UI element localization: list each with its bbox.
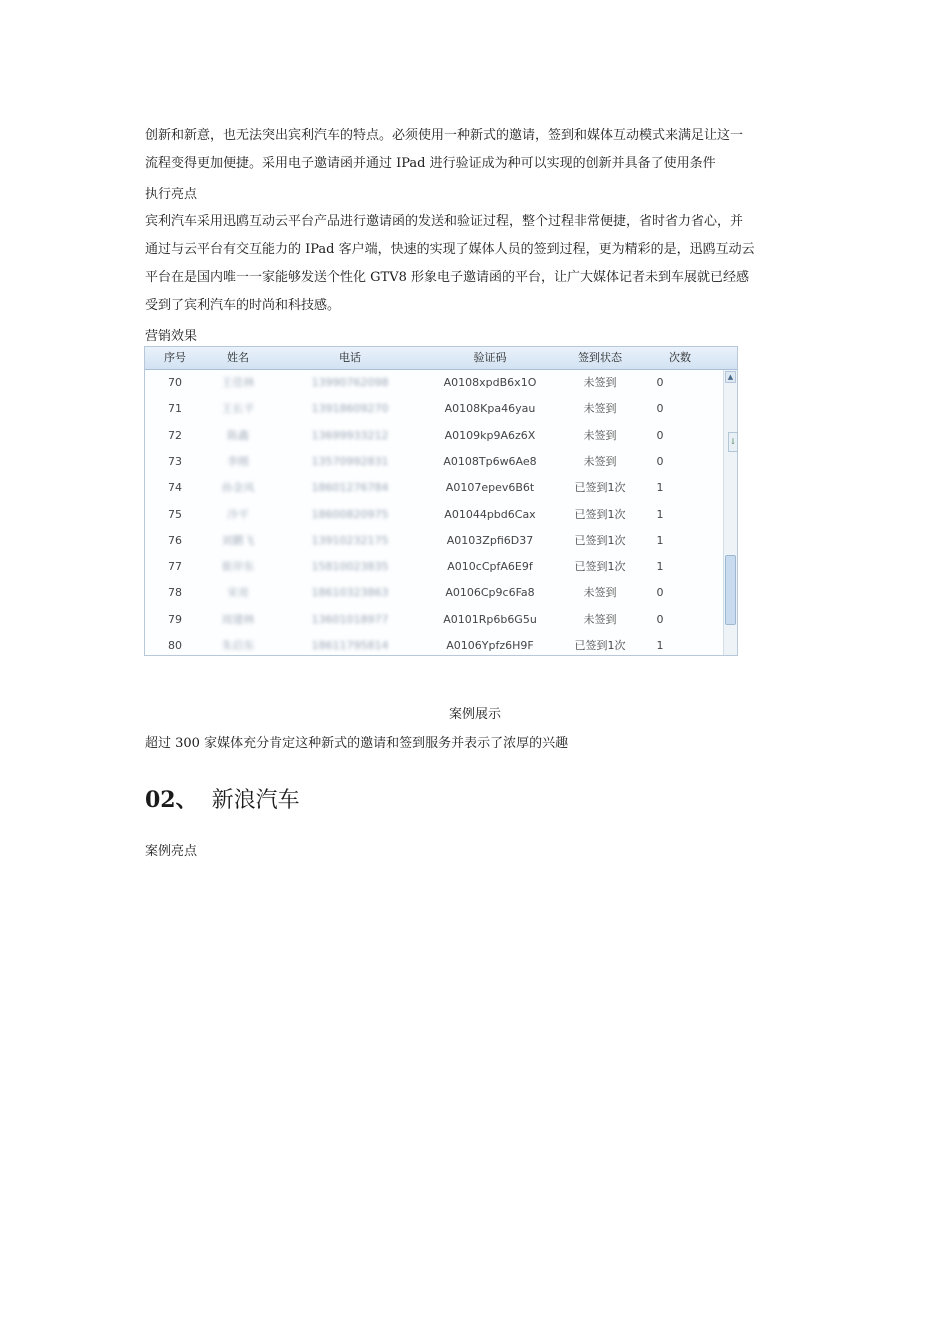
cell-name: 周建林 bbox=[221, 612, 255, 626]
section-title: 新浪汽车 bbox=[211, 788, 300, 813]
signin-table-screenshot bbox=[144, 346, 738, 656]
text-line: 宾利汽车采用迅鸥互动云平台产品进行邀请函的发送和验证过程，整个过程非常便捷，省时省力省心，并 bbox=[145, 214, 744, 229]
cell-name: 冷平 bbox=[227, 507, 249, 521]
cell-index: 71 bbox=[168, 402, 182, 416]
table-row[interactable] bbox=[145, 370, 723, 396]
table-row[interactable] bbox=[145, 580, 723, 606]
header-phone: 电话 bbox=[339, 351, 361, 364]
cell-index: 76 bbox=[168, 533, 182, 547]
cell-name: 崔岸东 bbox=[221, 560, 255, 574]
cell-phone: 13601018977 bbox=[311, 612, 389, 626]
cell-code: A0101Rp6b6G5u bbox=[443, 612, 537, 626]
case-highlights-heading: 案例亮点 bbox=[145, 844, 198, 859]
cell-name: 王长平 bbox=[221, 402, 255, 416]
cell-count: 1 bbox=[656, 560, 664, 574]
cell-index: 77 bbox=[168, 560, 182, 574]
cell-count: 0 bbox=[656, 586, 664, 600]
table-row[interactable] bbox=[145, 449, 723, 475]
cell-index: 80 bbox=[168, 639, 182, 652]
cell-phone: 18600820975 bbox=[311, 507, 389, 521]
header-status: 签到状态 bbox=[578, 351, 622, 364]
cell-name: 王佳林 bbox=[221, 376, 255, 389]
cell-index: 70 bbox=[168, 376, 182, 389]
cell-name: 刘鹏飞 bbox=[221, 533, 255, 547]
cell-name: 李刚 bbox=[227, 454, 249, 468]
table-row[interactable] bbox=[145, 633, 723, 656]
intro-paragraph bbox=[145, 122, 810, 178]
table-row[interactable] bbox=[145, 423, 723, 449]
cell-status: 已签到1次 bbox=[574, 507, 626, 521]
cell-count: 1 bbox=[656, 481, 664, 495]
cell-name: 孙金凤 bbox=[221, 481, 255, 495]
table-row[interactable] bbox=[145, 475, 723, 501]
scroll-up-arrow-icon[interactable]: ▲ bbox=[725, 371, 736, 383]
cell-phone: 18601276784 bbox=[311, 481, 389, 495]
cell-status: 未签到 bbox=[583, 454, 617, 468]
cell-code: A0107epev6B6t bbox=[445, 481, 535, 495]
figure-caption: 案例展示 bbox=[448, 707, 501, 722]
text-line: 通过与云平台有交互能力的 IPad 客户端，快速的实现了媒体人员的签到过程，更为精彩的是，迅鸥互动云 bbox=[145, 242, 755, 257]
cell-index: 73 bbox=[168, 454, 182, 468]
cell-index: 79 bbox=[168, 612, 182, 626]
cell-phone: 18610323863 bbox=[311, 586, 389, 600]
cell-status: 未签到 bbox=[583, 428, 617, 442]
cell-status: 未签到 bbox=[583, 586, 617, 600]
execution-paragraph bbox=[145, 208, 810, 320]
table-row[interactable] bbox=[145, 502, 723, 528]
text-line: 平台在是国内唯一一家能够发送个性化 GTV8 形象电子邀请函的平台，让广大媒体记者未到车展就已经感 bbox=[145, 270, 749, 285]
cell-status: 已签到1次 bbox=[574, 533, 626, 547]
text-line: 创新和新意，也无法突出宾利汽车的特点。必须使用一种新式的邀请，签到和媒体互动模式来满足让这一 bbox=[145, 128, 744, 143]
result-paragraph: 超过 300 家媒体充分肯定这种新式的邀请和签到服务并表示了浓厚的兴趣 bbox=[145, 736, 569, 751]
cell-code: A0103Zpfi6D37 bbox=[446, 533, 534, 547]
cell-count: 0 bbox=[656, 454, 664, 468]
cell-code: A0108xpdB6x1O bbox=[443, 376, 537, 389]
marketing-results-heading: 营销效果 bbox=[145, 329, 198, 344]
cell-phone: 18611795814 bbox=[311, 639, 389, 652]
vertical-scrollbar[interactable] bbox=[723, 370, 737, 655]
header-code: 验证码 bbox=[473, 351, 507, 364]
cell-index: 75 bbox=[168, 507, 182, 521]
execution-highlights-heading: 执行亮点 bbox=[145, 187, 198, 202]
cell-code: A010cCpfA6E9f bbox=[447, 560, 533, 574]
cell-count: 1 bbox=[656, 533, 664, 547]
cell-status: 已签到1次 bbox=[574, 639, 626, 652]
cell-phone: 13990762098 bbox=[311, 376, 389, 389]
cell-status: 已签到1次 bbox=[574, 560, 626, 574]
table-header bbox=[145, 347, 737, 370]
cell-name: 宋亮 bbox=[227, 586, 249, 600]
cell-phone: 13918609270 bbox=[311, 402, 389, 416]
header-count: 次数 bbox=[669, 351, 691, 364]
cell-code: A0108Tp6w6Ae8 bbox=[443, 454, 537, 468]
section-heading bbox=[145, 784, 300, 817]
cell-status: 未签到 bbox=[583, 376, 617, 389]
cell-name: 朱启东 bbox=[221, 639, 255, 652]
cell-count: 1 bbox=[656, 507, 664, 521]
cell-phone: 13910232175 bbox=[311, 533, 389, 547]
cell-status: 已签到1次 bbox=[574, 481, 626, 495]
cell-code: A0106Ypfz6H9F bbox=[446, 639, 534, 652]
cell-code: A0106Cp9c6Fa8 bbox=[445, 586, 535, 600]
text-line: 流程变得更加便捷。采用电子邀请函并通过 IPad 进行验证成为种可以实现的创新并具备了使用条件 bbox=[145, 156, 716, 171]
cell-index: 78 bbox=[168, 586, 182, 600]
cell-index: 72 bbox=[168, 428, 182, 442]
section-number: 02、 bbox=[145, 787, 198, 813]
cell-count: 0 bbox=[656, 376, 664, 389]
cell-phone: 15810023835 bbox=[311, 560, 389, 574]
cell-status: 未签到 bbox=[583, 402, 617, 416]
cell-count: 0 bbox=[656, 612, 664, 626]
cell-count: 0 bbox=[656, 402, 664, 416]
header-name: 姓名 bbox=[227, 351, 249, 364]
table-body bbox=[145, 370, 723, 655]
cell-code: A0109kp9A6z6X bbox=[444, 428, 536, 442]
cell-status: 未签到 bbox=[583, 612, 617, 626]
cell-code: A01044pbd6Cax bbox=[444, 507, 536, 521]
cell-phone: 13570992831 bbox=[311, 454, 389, 468]
table-row[interactable] bbox=[145, 528, 723, 554]
header-index: 序号 bbox=[164, 351, 186, 364]
arrow-down-icon: ↓ bbox=[728, 432, 738, 452]
cell-name: 陈鑫 bbox=[227, 428, 249, 442]
cell-count: 1 bbox=[656, 639, 664, 652]
table-row[interactable] bbox=[145, 607, 723, 633]
text-line: 受到了宾利汽车的时尚和科技感。 bbox=[145, 298, 341, 313]
table-row[interactable] bbox=[145, 396, 723, 422]
cell-index: 74 bbox=[168, 481, 182, 495]
table-row[interactable] bbox=[145, 554, 723, 580]
cell-phone: 13699933212 bbox=[311, 428, 389, 442]
scrollbar-thumb[interactable] bbox=[725, 555, 736, 625]
cell-count: 0 bbox=[656, 428, 664, 442]
cell-code: A0108Kpa46yau bbox=[444, 402, 536, 416]
